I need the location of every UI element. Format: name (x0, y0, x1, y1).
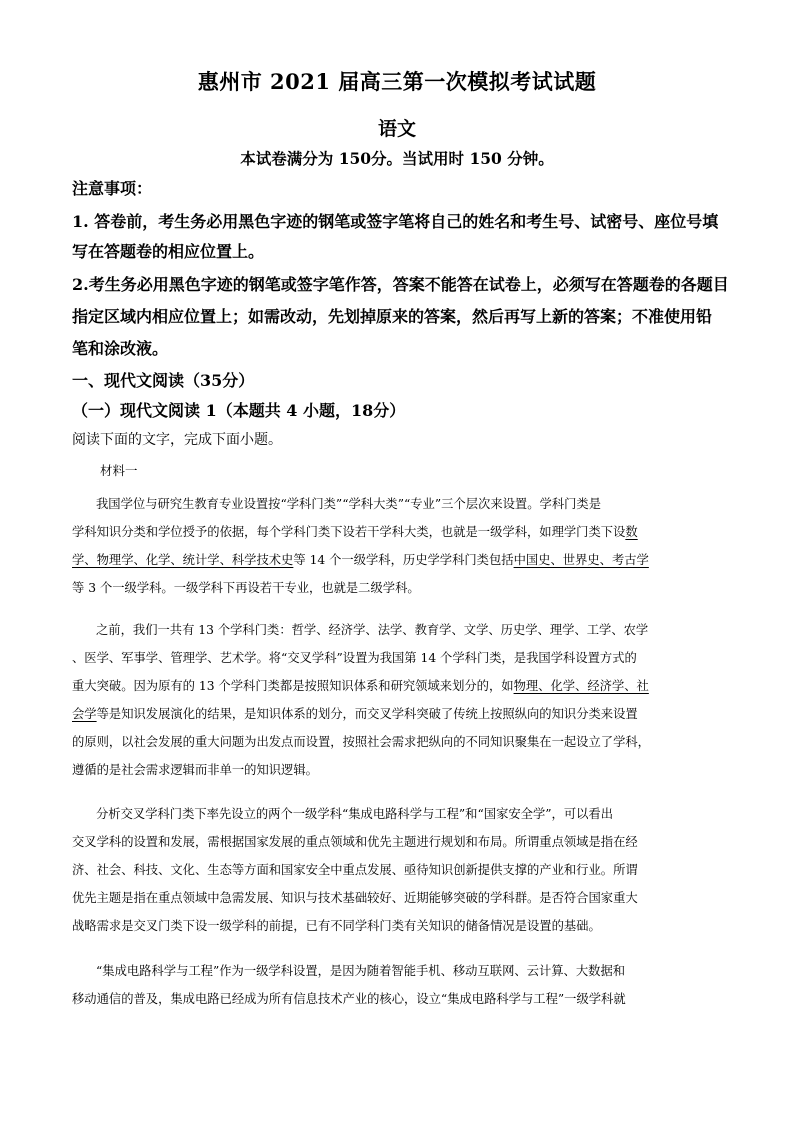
text-span: 重大突破。因为原有的 13 个学科门类都是按照知识体系和研究领域来划分的，如 (72, 679, 514, 693)
text-line (72, 546, 722, 574)
text-line: 等 3 个一级学科。一级学科下再设若干专业，也就是二级学科。 (72, 581, 420, 595)
notes-item-1-line-1: 1. 答卷前，考生务必用黑色字迹的钢笔或签字笔将自己的姓名和考生号、试密号、座位号填 (72, 212, 719, 231)
section-heading: 一、现代文阅读（35分） (72, 371, 255, 390)
notes-item-2-line-3: 笔和涂改液。 (72, 339, 169, 358)
text-span: 等是知识发展演化的结果，是知识体系的划分，而交叉学科突破了传统上按照纵向的知识分类来设置 (96, 707, 638, 721)
notes-item-2-line-2: 指定区域内相应位置上；如需改动，先划掉原来的答案，然后再写上新的答案；不准使用铅 (72, 307, 713, 326)
material-paragraph-2 (72, 616, 722, 784)
underlined-text: 物理、化学、经济学、社 (513, 679, 649, 693)
underlined-text: 中国史、世界史、考古学 (513, 553, 649, 567)
text-line: 我国学位与研究生教育专业设置按“学科门类”“学科大类”“专业”三个层次来设置。学科门类是 (96, 497, 602, 511)
material-paragraph-3 (72, 800, 722, 940)
material-paragraph-4 (72, 957, 722, 1013)
text-line: 济、社会、科技、文化、生态等方面和国家安全中重点发展、亟待知识创新提供支撑的产业和行业。所谓 (72, 863, 638, 877)
text-line: 交叉学科的设置和发展，需根据国家发展的重点领域和优先主题进行规划和布局。所谓重点领域是指在经 (72, 835, 638, 849)
text-line: 、医学、军事学、管理学、艺术学。将“交叉学科”设置为我国第 14 个学科门类，是我国学科设置方式的 (72, 651, 637, 665)
underlined-text: 会学 (72, 707, 97, 721)
text-line: 优先主题是指在重点领域中急需发展、知识与技术基础较好、近期能够突破的学科群。是否符合国家重大 (72, 891, 638, 905)
notes-item-2-line-1: 2.考生务必用黑色字迹的钢笔或签字笔作答，答案不能答在试卷上，必须写在答题卷的各题目 (72, 275, 729, 294)
text-line (72, 672, 722, 700)
subject-title: 语文 (377, 118, 416, 140)
material-paragraph-1 (72, 490, 722, 602)
notes-heading: 注意事项： (72, 179, 153, 198)
text-line: 分析交叉学科门类下率先设立的两个一级学科“集成电路科学与工程”和“国家安全学”，可以看出 (96, 807, 614, 821)
exam-info: 本试卷满分为 150分。当试用时 150 分钟。 (240, 149, 554, 168)
page-title: 惠州市 2021 届高三第一次模拟考试试题 (197, 69, 597, 94)
underlined-text: 数 (625, 525, 638, 539)
text-line (72, 518, 722, 546)
text-line: 遵循的是社会需求逻辑而非单一的知识逻辑。 (72, 763, 318, 777)
reading-instruction: 阅读下面的文字，完成下面小题。 (72, 432, 282, 448)
text-line: 之前，我们一共有 13 个学科门类：哲学、经济学、法学、教育学、文学、历史学、理学、工学、农学 (96, 623, 649, 637)
notes-item-1-line-2: 写在答题卷的相应位置上。 (72, 242, 265, 261)
text-span: 学科知识分类和学位授予的依据，每个学科门类下设若干学科大类，也就是一级学科，如理学门类下设 (72, 525, 626, 539)
material-label: 材料一 (100, 463, 138, 478)
text-line: “集成电路科学与工程”作为一级学科设置，是因为随着智能手机、移动互联网、云计算、大数据和 (96, 964, 626, 978)
text-line: 战略需求是交叉门类下设一级学科的前提，已有不同学科门类有关知识的储备情况是设置的基础。 (72, 919, 601, 933)
text-line: 移动通信的普及，集成电路已经成为所有信息技术产业的核心，设立“集成电路科学与工程”一级学科就 (72, 992, 626, 1006)
text-line: 的原则，以社会发展的重大问题为出发点而设置，按照社会需求把纵向的不同知识聚集在一起设立了学科， (72, 735, 650, 749)
underlined-text: 学、物理学、化学、统计学、科学技术史 (72, 553, 294, 567)
text-line (72, 700, 722, 728)
text-span: 等 14 个一级学科，历史学学科门类包括 (293, 553, 514, 567)
sub-section-heading: （一）现代文阅读 1（本题共 4 小题，18分） (72, 401, 406, 420)
